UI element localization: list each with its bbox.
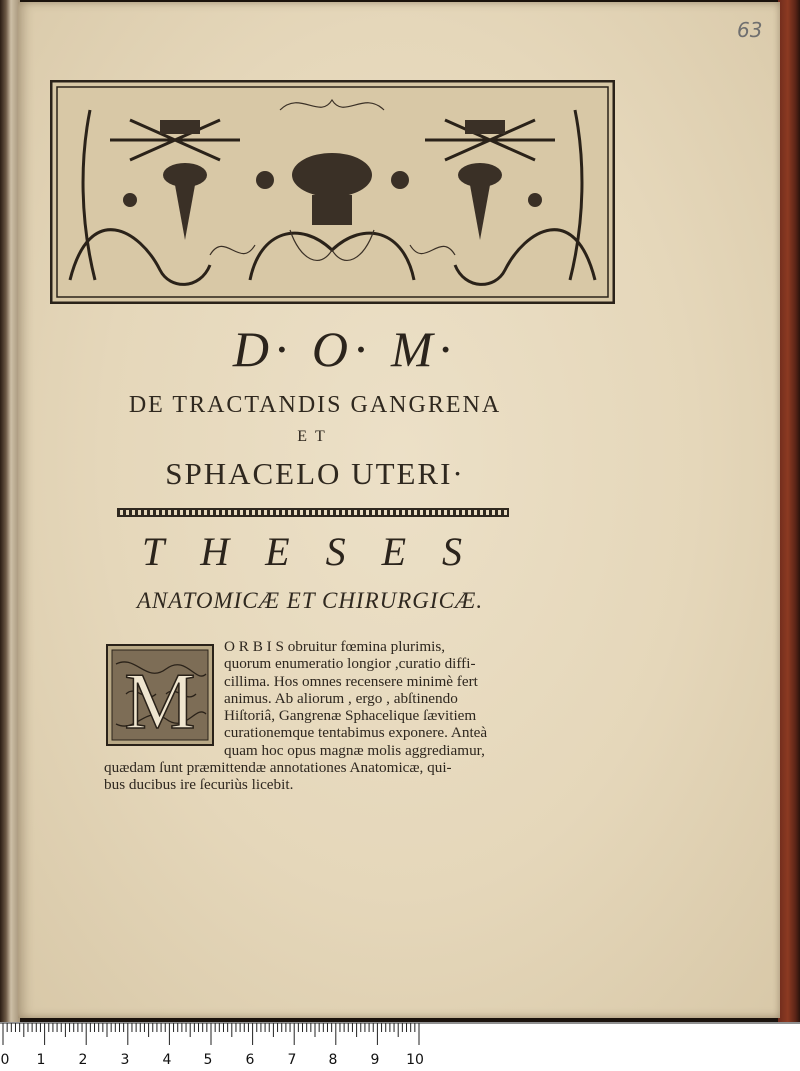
body-line: animus. Ab aliorum , ergo , abſtinendo (224, 689, 458, 707)
subtitle: ANATOMICÆ ET CHIRURGICÆ. (136, 588, 484, 613)
body-paragraph (104, 638, 522, 794)
body-line: quam hoc opus magnæ molis aggrediamur, (224, 741, 485, 759)
measurement-scale (0, 1022, 800, 1071)
body-line: quorum enumeratio longior ,curatio diffi- (224, 655, 476, 673)
scale-label: 10 (406, 1052, 424, 1068)
body-line: bus ducibus ire ſecuriùs licebit. (104, 776, 294, 794)
decorative-headpiece (50, 80, 615, 304)
dom-heading: D· O· M· (232, 321, 458, 377)
body-line: cillima. Hos omnes recensere minimè fert (224, 672, 478, 690)
scale-label: 4 (162, 1052, 172, 1068)
scale-label: 8 (328, 1052, 338, 1068)
title-line-2: SPHACELO UTERI· (165, 456, 465, 491)
book-binding-left (0, 0, 20, 1030)
title-line-1: DE TRACTANDIS GANGRENA (128, 392, 502, 418)
scale-label: 6 (245, 1052, 255, 1068)
theses-heading: THESES (142, 529, 498, 574)
scale-label: 3 (120, 1052, 130, 1068)
initial-letter: M (124, 658, 196, 746)
body-line: O R B I S obruitur fœmina plurimis, (224, 638, 446, 655)
body-line: quædam ſunt præmittendæ annotationes Anatomicæ, qui- (104, 759, 452, 777)
title-et: ET (297, 428, 333, 445)
scale-label: 1 (36, 1052, 46, 1068)
scale-label: 7 (287, 1052, 297, 1068)
folio-number: 63 (737, 18, 763, 42)
ornamental-rule (117, 508, 509, 517)
body-line: Hiſtoriâ, Gangrenæ Sphacelique ſævitiem (224, 707, 477, 725)
scale-label: 9 (370, 1052, 380, 1068)
scale-label: 5 (203, 1052, 213, 1068)
scale-label: 2 (78, 1052, 88, 1068)
book-binding-right (778, 0, 800, 1030)
scale-label: 0 (0, 1052, 10, 1068)
body-line: curationemque tentabimus exponere. Anteà (224, 724, 488, 742)
